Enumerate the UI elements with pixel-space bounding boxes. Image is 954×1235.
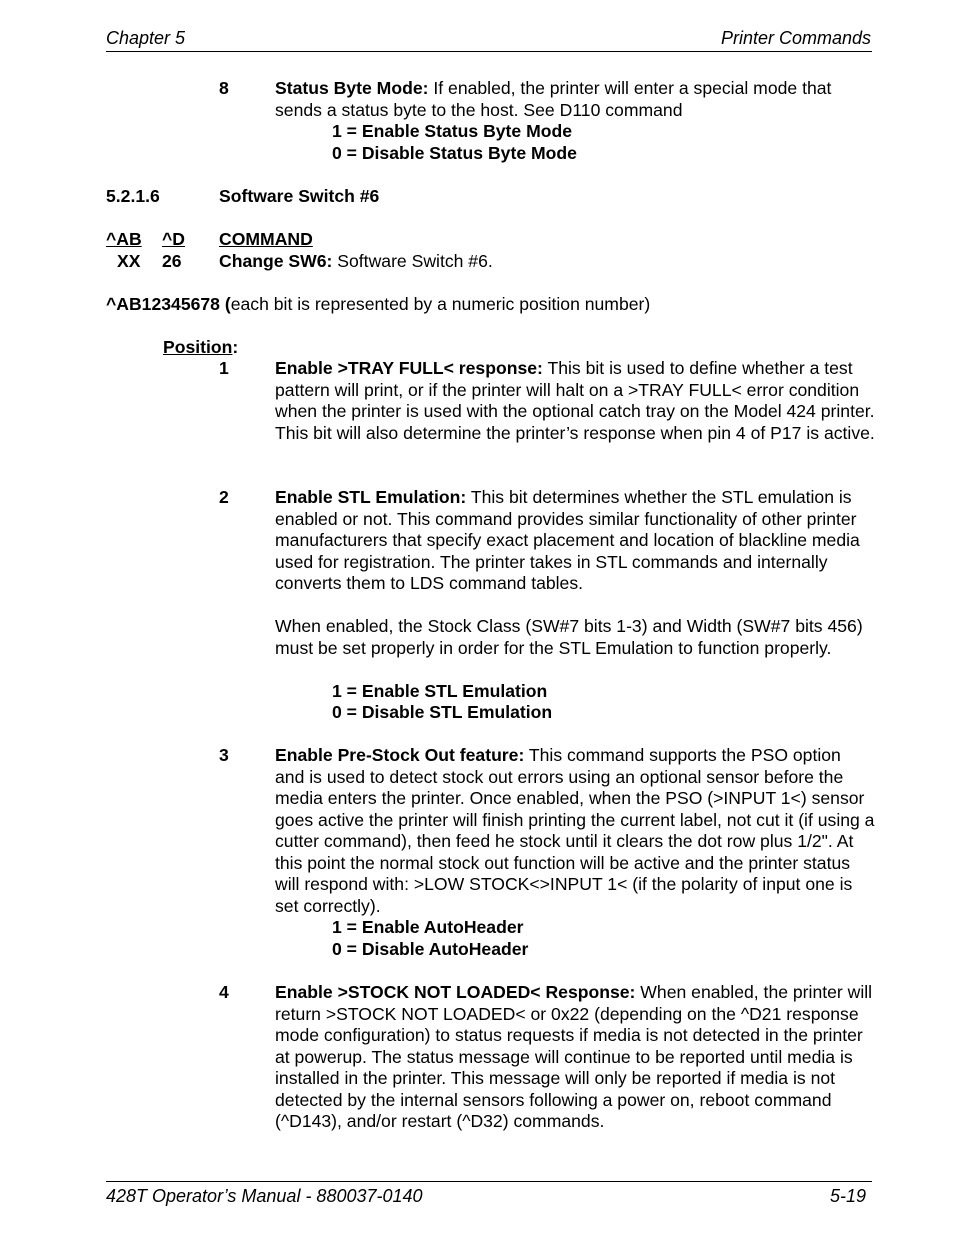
item-3-option-1: 1 = Enable AutoHeader (332, 917, 524, 937)
row-command-text: Software Switch #6. (332, 251, 493, 271)
position-label (163, 337, 238, 359)
item-2-option-0: 0 = Disable STL Emulation (332, 702, 553, 722)
item-3-option-0: 0 = Disable AutoHeader (332, 939, 529, 959)
ab-syntax-line (106, 294, 650, 316)
col-d-header: ^D (162, 229, 185, 249)
item-2-text: This bit determines whether the STL emulation is enabled or not. This command provides similar functionality of other printer manufacturers that specify exact placement and location of blackline media used for registration. The printer takes in STL commands and internally converts them to LDS command tables. (275, 487, 860, 593)
item-4-text: When enabled, the printer will return >STOCK NOT LOADED< or 0x22 (depending on the ^D21 response mode configuration) to status requests if media is not detected in the printer at powerup. The status message will continue to be reported until media is installed in the printer. This message will only be reported if media is not detected by the internal sensors following a power on, reboot command (^D143), and/or restart (^D32) commands. (275, 982, 873, 1131)
item-3-title: Enable Pre-Stock Out feature: (275, 745, 525, 765)
item-4-description (275, 982, 875, 1133)
item-2-number: 2 (219, 487, 229, 507)
ab-syntax-text: each bit is represented by a numeric position number) (230, 294, 651, 314)
footer-page-number: 5-19 (829, 1186, 866, 1206)
row-command-title: Change SW6: (219, 251, 333, 271)
item-1-number: 1 (219, 358, 229, 378)
item-8-title: Status Byte Mode: (275, 78, 429, 98)
section-number: 5.2.1.6 (106, 186, 160, 206)
header-rule (106, 51, 872, 52)
item-1-description (275, 358, 875, 444)
col-command-header: COMMAND (219, 229, 313, 249)
item-8-number: 8 (219, 78, 229, 98)
item-8-text: If enabled, the printer will enter a special mode that sends a status byte to the host. See D110 command (275, 78, 832, 120)
footer-manual-title: 428T Operator’s Manual - 880037-0140 (106, 1186, 423, 1206)
row-command (219, 251, 493, 273)
header-title: Printer Commands (720, 28, 871, 48)
item-3-description (275, 745, 875, 917)
section-title: Software Switch #6 (219, 186, 380, 206)
row-d-value: 26 (162, 251, 182, 271)
position-label-text: Position (163, 337, 233, 357)
header-chapter: Chapter 5 (106, 28, 186, 48)
ab-syntax: ^AB12345678 ( (106, 294, 231, 314)
footer-rule (106, 1181, 872, 1182)
item-4-title: Enable >STOCK NOT LOADED< Response: (275, 982, 636, 1002)
position-label-colon: : (232, 337, 239, 357)
row-ab-value: XX (117, 251, 141, 271)
item-8-option-1: 1 = Enable Status Byte Mode (332, 121, 573, 141)
col-ab-header: ^AB (106, 229, 142, 249)
item-8-description (275, 78, 875, 121)
item-1-title: Enable >TRAY FULL< response: (275, 358, 543, 378)
item-2-title: Enable STL Emulation: (275, 487, 467, 507)
item-4-number: 4 (219, 982, 229, 1002)
item-2-description-2: When enabled, the Stock Class (SW#7 bits 1-3) and Width (SW#7 bits 456) must be set properly in order for the STL Emulation to function properly. (275, 616, 863, 658)
item-2-option-1: 1 = Enable STL Emulation (332, 681, 548, 701)
item-3-number: 3 (219, 745, 229, 765)
item-1-text: This bit is used to define whether a test pattern will print, or if the printer will halt on a >TRAY FULL< error condition when the printer is used with the optional catch tray on the Model 424 printer. This bit will also determine the printer’s response when pin 4 of P17 is active. (275, 358, 875, 443)
item-3-text: This command supports the PSO option and is used to detect stock out errors using an optional sensor before the media enters the printer. Once enabled, when the PSO (>INPUT 1<) sensor goes active the printer will finish printing the current label, not cut it (if using a cutter command), then feed he stock until it clears the dot row plus 1/2". At this point the normal stock out function will be active and the printer status will respond with: >LOW STOCK<>INPUT 1< (if the polarity of input one is set correctly). (275, 745, 875, 916)
item-8-option-0: 0 = Disable Status Byte Mode (332, 143, 577, 163)
item-2-description (275, 487, 875, 595)
